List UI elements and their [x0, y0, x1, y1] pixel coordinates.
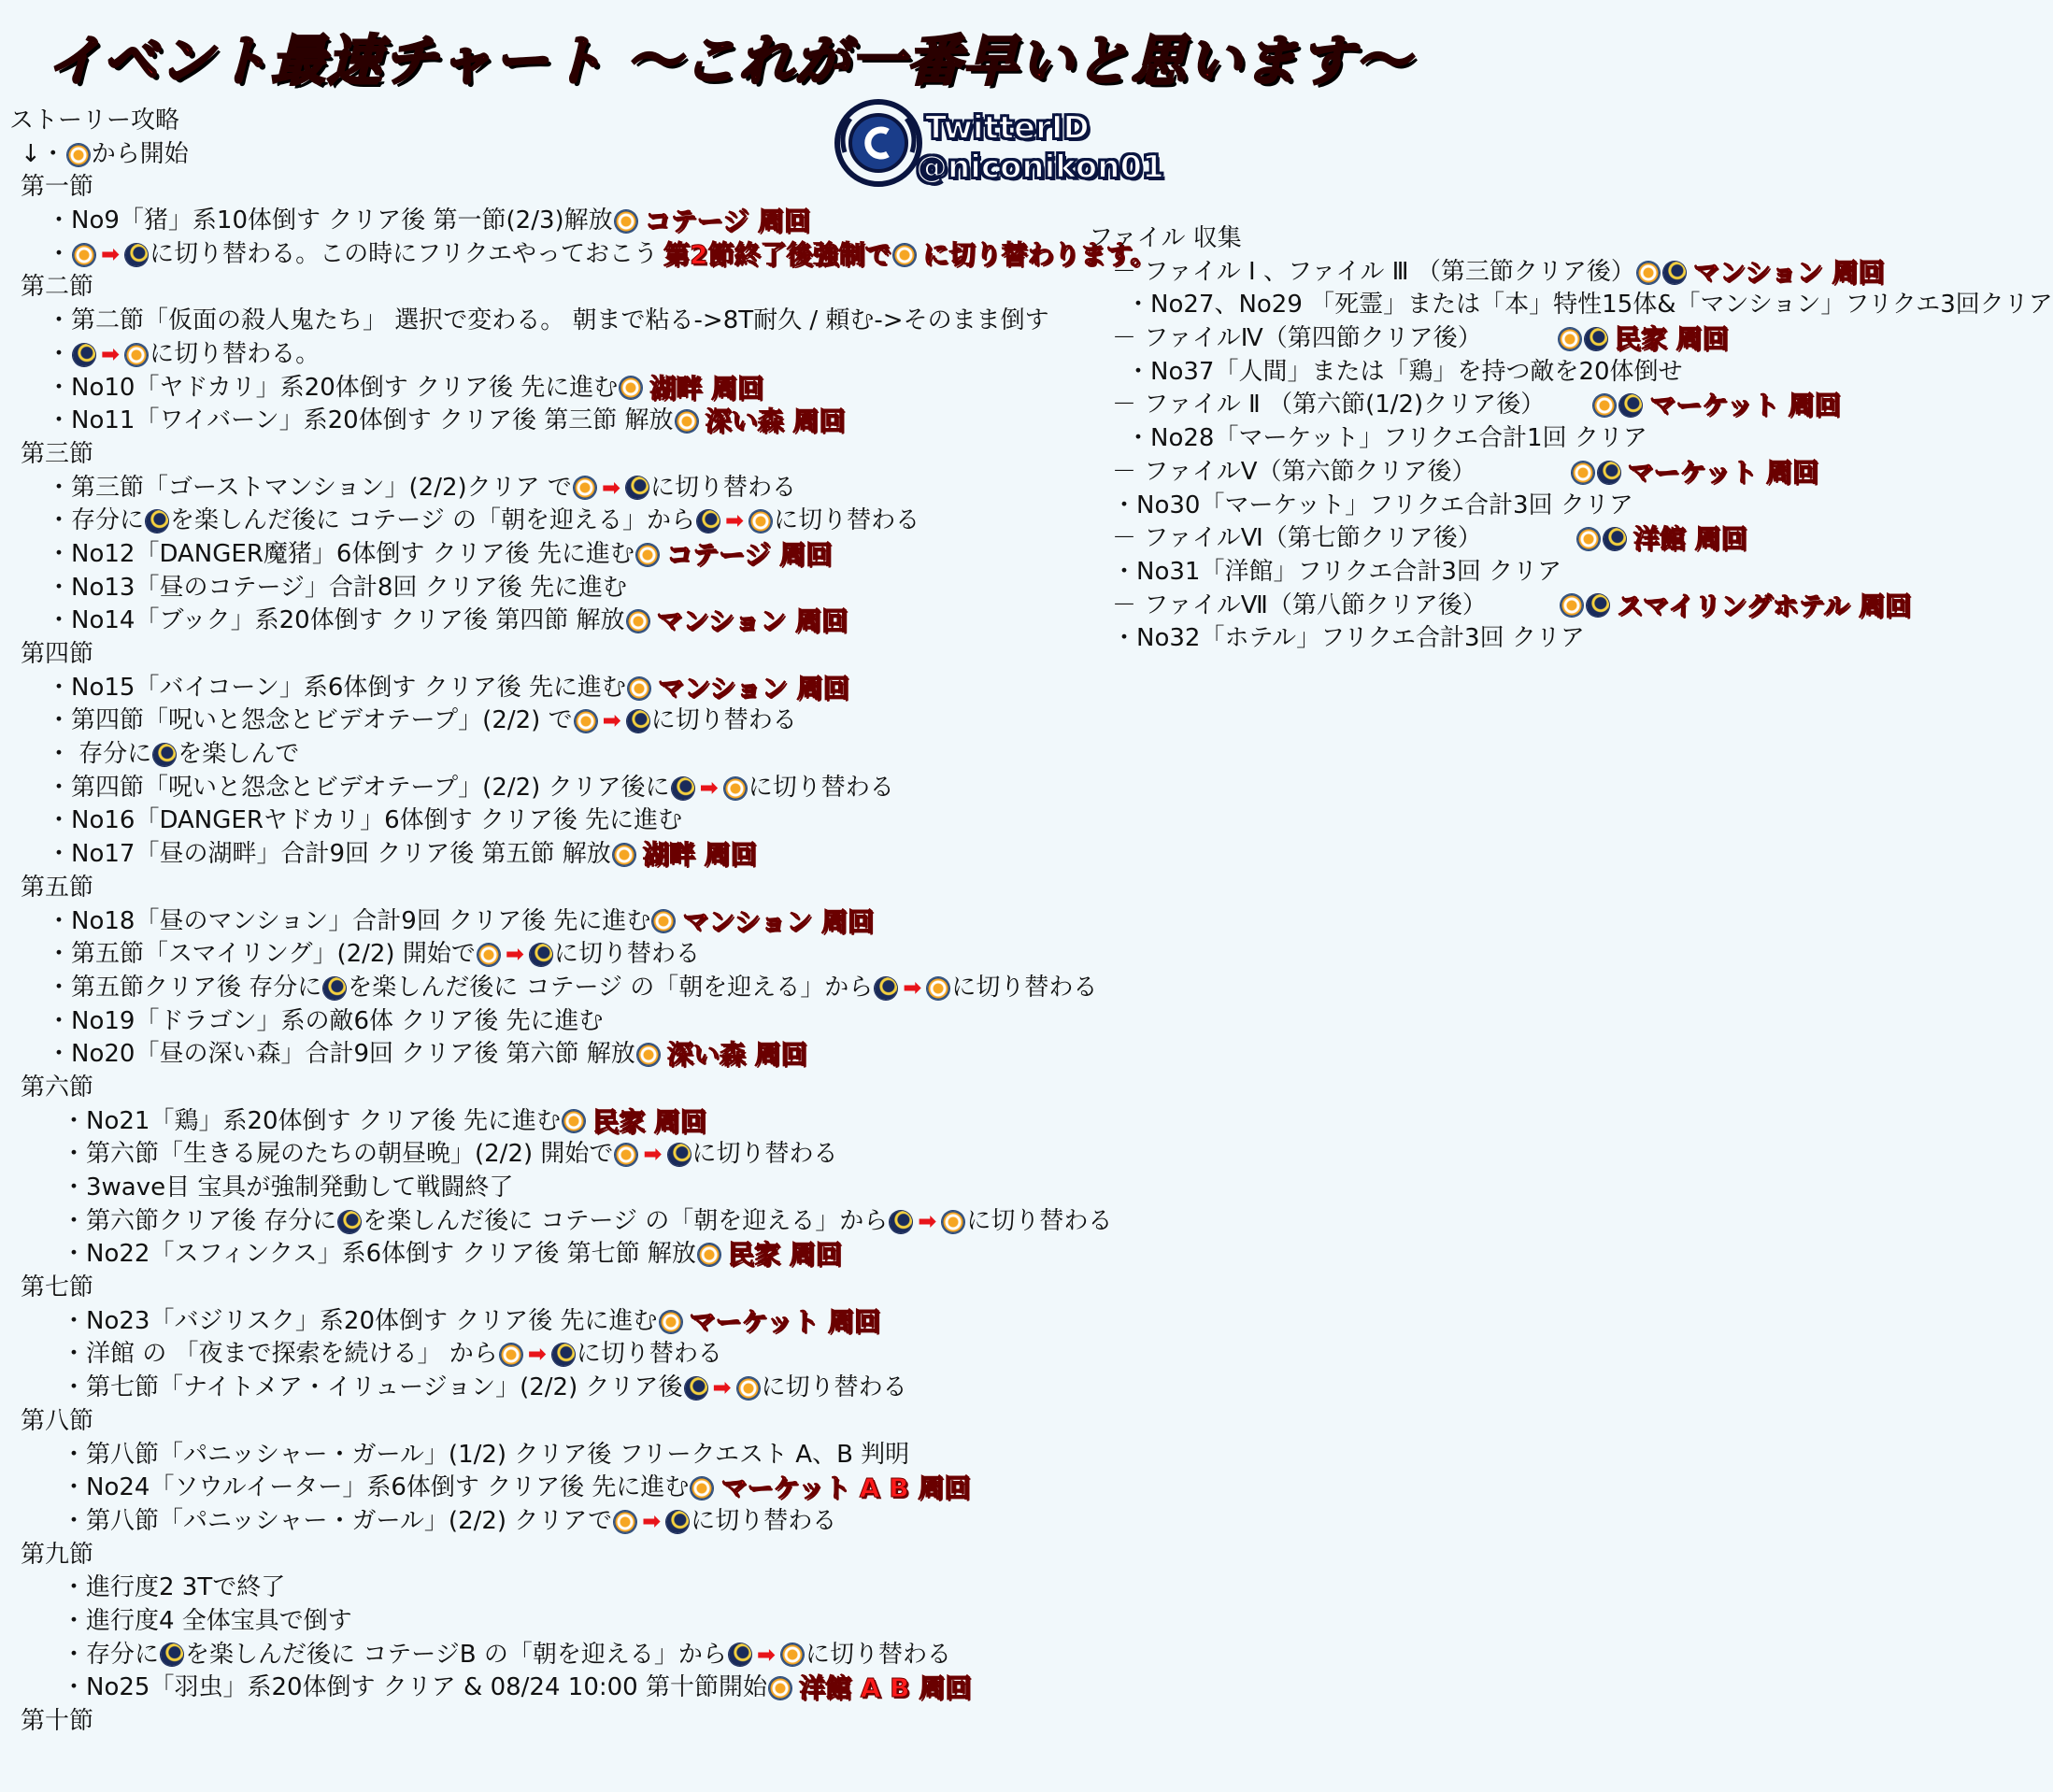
- farm-tag: 民家 周回: [727, 1239, 842, 1271]
- sun-icon: [1577, 528, 1600, 550]
- moon-icon: [146, 510, 168, 533]
- item-text: ・No20「昼の深い森」合計9回 クリア後 第六節 解放: [47, 1040, 635, 1069]
- farm-tag: 湖畔 周回: [642, 839, 757, 871]
- item-text: に切り替わる。この時にフリクエやっておこう: [150, 239, 659, 268]
- list-item: [9, 1305, 1084, 1339]
- item-text: を楽しんだ後に コテージ の「朝を迎える」から: [363, 1206, 889, 1235]
- item-text: ・第四節「呪いと怨念とビデオテープ」(2/2) クリア後に: [47, 773, 670, 802]
- item-text: ・No24「ソウルイーター」系6体倒す クリア後 先に進む: [62, 1473, 690, 1502]
- farm-tag: スマイリングホテル 周回: [1617, 590, 1912, 621]
- files-header: ファイル 収集: [1089, 224, 1242, 252]
- list-item: ・No19「ドラゴン」系の敵6体 クリア後 先に進む: [47, 1006, 604, 1035]
- farm-tag: マーケット 周回: [689, 1305, 880, 1337]
- farm-tag: 民家 周回: [592, 1105, 706, 1137]
- item-text: を楽しんだ後に コテージ の「朝を迎える」から: [170, 506, 696, 535]
- right-arrow-icon: ➡: [756, 1641, 776, 1668]
- list-item: [9, 772, 1084, 805]
- file-detail: ・No31「洋館」フリクエ合計3回 クリア: [1112, 557, 1562, 586]
- list-item: [9, 972, 1098, 1005]
- moon-icon: [161, 1643, 183, 1666]
- item-text: ・No14「ブック」系20体倒す クリア後 第四節 解放: [47, 606, 625, 635]
- list-item: [9, 604, 1084, 638]
- item-text: を楽しんで: [178, 740, 300, 769]
- right-arrow-icon: ➡: [903, 974, 922, 1001]
- list-item: ・No13「昼のコテージ」合計8回 クリア後 先に進む: [47, 573, 627, 602]
- item-text: に切り替わる: [691, 1140, 838, 1169]
- sun-icon: [637, 1044, 660, 1066]
- section-heading: 第一節: [21, 173, 94, 202]
- moon-icon: [729, 1643, 751, 1666]
- sun-icon: [615, 1144, 637, 1166]
- list-item: [9, 838, 1084, 872]
- sun-icon: [620, 377, 642, 399]
- item-text: ・存分に: [47, 506, 145, 535]
- story-header: ストーリー攻略: [9, 107, 180, 135]
- sun-icon: [627, 610, 649, 633]
- story-guide: [9, 105, 1157, 1739]
- section-heading: 第七節: [21, 1273, 94, 1302]
- item-text: ・No15「バイコーン」系6体倒す クリア後 先に進む: [47, 673, 626, 702]
- sun-icon: [676, 410, 698, 433]
- moon-icon: [668, 1144, 691, 1166]
- list-item: [9, 1138, 1084, 1172]
- list-item: [9, 338, 1084, 372]
- sun-icon: [125, 344, 148, 366]
- file-detail: ・No37「人間」または「鶏」を持つ敵を20体倒せ: [1126, 357, 1683, 386]
- item-text: に切り替わる: [761, 1373, 907, 1402]
- list-item: [9, 1038, 1084, 1072]
- note-tag: に切り替わります。: [922, 238, 1157, 270]
- item-text: に切り替わる: [805, 1640, 951, 1669]
- farm-tag: 深い森 周回: [666, 1039, 807, 1071]
- moon-icon: [1619, 394, 1642, 417]
- item-text: に切り替わる: [951, 973, 1098, 1002]
- farm-tag: マンション 周回: [1692, 256, 1885, 288]
- right-arrow-icon: ➡: [101, 240, 121, 267]
- sun-icon: [660, 1311, 682, 1333]
- list-item: [9, 538, 1084, 572]
- list-item: ・第二節「仮面の殺人鬼たち」 選択で変わる。 朝まで粘る->8T耐久 / 頼む->そのまま倒す: [47, 306, 1049, 335]
- farm-tag: マーケット 周回: [1649, 390, 1841, 421]
- right-arrow-icon: ➡: [725, 507, 745, 534]
- item-text: － ファイルⅥ（第七節クリア後）: [1112, 524, 1482, 553]
- item-text: ・No23「バジリスク」系20体倒す クリア後 先に進む: [62, 1306, 658, 1335]
- item-text: に切り替わる: [774, 506, 920, 535]
- list-item: ・進行度2 3Tで終了: [62, 1573, 286, 1602]
- list-item: [9, 938, 1084, 972]
- file-detail: ・No27、No29 「死霊」または「本」特性15体&「マンション」フリクエ3回クリア: [1126, 291, 2053, 320]
- item-text: に切り替わる: [650, 473, 797, 502]
- list-item: ・進行度4 全体宝具で倒す: [62, 1606, 352, 1635]
- item-text: に切り替わる: [966, 1206, 1113, 1235]
- item-text: を楽しんだ後に コテージ の「朝を迎える」から: [348, 973, 874, 1002]
- file-entry: [1089, 590, 1911, 623]
- sun-icon: [636, 544, 659, 566]
- item-text: ・No18「昼のマンション」合計9回 クリア後 先に進む: [47, 906, 651, 935]
- item-text: を楽しんだ後に コテージB の「朝を迎える」から: [185, 1640, 727, 1669]
- farm-tag: コテージ 周回: [644, 206, 810, 237]
- farm-tag: マーケット 周回: [1627, 456, 1818, 488]
- list-item: [9, 372, 1084, 405]
- section-heading: 第五節: [21, 873, 94, 902]
- file-entry: [1089, 522, 1911, 556]
- sun-icon: [1593, 394, 1616, 417]
- twitter-id-label: TwitterID: [925, 109, 1090, 147]
- item-text: に切り替わる。: [150, 339, 321, 368]
- file-entry: [1089, 256, 1911, 290]
- list-item: [9, 472, 1084, 505]
- item-text: ・第四節「呪いと怨念とビデオテープ」(2/2) で: [47, 706, 573, 735]
- sun-icon: [614, 1511, 636, 1533]
- item-text: ・第三節「ゴーストマンション」(2/2)クリア で: [47, 473, 572, 502]
- item-text: － ファイルⅦ（第八節クリア後）: [1112, 590, 1487, 619]
- sun-icon: [691, 1477, 713, 1500]
- section-heading: 第九節: [21, 1540, 94, 1569]
- list-item: ・3wave目 宝具が強制発動して戦闘終了: [62, 1173, 514, 1202]
- farm-tag: 深い森 周回: [705, 405, 846, 437]
- list-item: [9, 1472, 1084, 1505]
- section-heading: 第十節: [21, 1707, 94, 1735]
- item-text: ・第五節「スマイリング」(2/2) 開始で: [47, 940, 476, 969]
- list-item: [9, 1639, 1084, 1672]
- item-text: に切り替わる: [576, 1340, 722, 1369]
- list-item: [9, 138, 1084, 172]
- right-arrow-icon: ➡: [642, 1507, 662, 1534]
- item-text: ・: [47, 339, 72, 368]
- farm-tag: マーケット A B 周回: [720, 1472, 971, 1504]
- item-text: ・第六節クリア後 存分に: [62, 1206, 337, 1235]
- sun-icon: [73, 244, 95, 266]
- sun-icon: [628, 677, 650, 700]
- section-heading: 第六節: [21, 1073, 94, 1102]
- right-arrow-icon: ➡: [918, 1207, 937, 1234]
- moon-icon: [73, 344, 95, 366]
- item-text: ・No17「昼の湖畔」合計9回 クリア後 第五節 解放: [47, 840, 611, 869]
- sun-icon: [652, 910, 675, 932]
- item-text: － ファイル Ⅱ （第六節(1/2)クリア後）: [1112, 391, 1546, 420]
- farm-tag: マンション 周回: [657, 672, 849, 704]
- sun-icon: [563, 1110, 585, 1132]
- moon-icon: [1604, 528, 1626, 550]
- page-title: イベント最速チャート ～これが一番早いと思います～: [47, 29, 1412, 92]
- item-text: ・ 存分に: [47, 740, 152, 769]
- sun-icon: [1637, 262, 1660, 284]
- farm-tag: コテージ 周回: [665, 538, 833, 570]
- moon-icon: [323, 977, 346, 1000]
- moon-icon: [1587, 594, 1609, 617]
- item-text: － ファイルⅤ（第六節クリア後）: [1112, 457, 1476, 486]
- sun-icon: [575, 710, 597, 732]
- right-arrow-icon: ➡: [712, 1374, 732, 1401]
- right-arrow-icon: ➡: [602, 707, 621, 734]
- item-text: ・洋館 の 「夜まで探索を続ける」 から: [62, 1340, 498, 1369]
- list-item: [9, 1338, 1084, 1372]
- item-text: に切り替わる: [691, 1506, 837, 1535]
- moon-icon: [626, 476, 649, 499]
- sun-icon: [724, 777, 747, 800]
- item-text: － ファイルⅣ（第四節クリア後）: [1112, 324, 1482, 353]
- moon-icon: [1663, 262, 1686, 284]
- twitter-handle: @niconikon01: [916, 149, 1164, 186]
- list-item: [9, 1105, 1084, 1139]
- sun-icon: [613, 844, 635, 866]
- farm-tag: マンション 周回: [682, 905, 874, 937]
- item-text: ・存分に: [62, 1640, 160, 1669]
- list-item: [9, 704, 1084, 738]
- section-heading: 第三節: [21, 439, 94, 468]
- item-text: ・No21「鶏」系20体倒す クリア後 先に進む: [62, 1106, 562, 1135]
- file-entry: [1089, 389, 1911, 422]
- item-text: から開始: [91, 139, 189, 168]
- moon-icon: [338, 1211, 361, 1233]
- item-text: ・第七節「ナイトメア・イリュージョン」(2/2) クリア後: [62, 1373, 683, 1402]
- sun-icon: [1572, 462, 1594, 484]
- right-arrow-icon: ➡: [527, 1341, 547, 1368]
- moon-icon: [875, 977, 897, 1000]
- list-item: [9, 905, 1084, 939]
- moon-icon: [125, 244, 148, 266]
- item-text: ・No11「ワイバーン」系20体倒す クリア後 第三節 解放: [47, 406, 674, 435]
- item-text: ・第八節「パニッシャー・ガール」(2/2) クリアで: [62, 1506, 613, 1535]
- list-item: [9, 672, 1084, 705]
- file-detail: ・No30「マーケット」フリクエ合計3回 クリア: [1112, 491, 1633, 519]
- list-item: [9, 1505, 1084, 1539]
- item-text: に切り替わる: [748, 773, 894, 802]
- list-item: [9, 238, 1157, 272]
- list-item: ・第八節「パニッシャー・ガール」(1/2) クリア後 フリークエスト A、B 判明: [62, 1440, 910, 1469]
- list-item: [9, 738, 1084, 772]
- item-text: ↓・: [21, 139, 65, 168]
- farm-tag: 洋館 周回: [1632, 523, 1747, 555]
- right-arrow-icon: ➡: [505, 941, 524, 968]
- moon-icon: [890, 1211, 912, 1233]
- moon-icon: [1585, 328, 1607, 350]
- sun-icon: [737, 1377, 760, 1400]
- note-tag: 第2節終了後強制で: [663, 238, 891, 270]
- sun-icon: [1559, 328, 1581, 350]
- sun-icon: [615, 210, 637, 233]
- item-text: ・No25「羽虫」系20体倒す クリア & 08/24 10:00 第十節開始: [62, 1673, 767, 1702]
- sun-icon: [574, 476, 596, 499]
- item-text: ・No22「スフィンクス」系6体倒す クリア後 第七節 解放: [62, 1240, 696, 1269]
- sun-icon: [927, 977, 949, 1000]
- right-arrow-icon: ➡: [101, 340, 121, 367]
- sun-icon: [769, 1677, 791, 1700]
- moon-icon: [1598, 462, 1620, 484]
- item-text: ・No12「DANGER魔猪」6体倒す クリア後 先に進む: [47, 539, 634, 568]
- section-heading: 第八節: [21, 1406, 94, 1435]
- moon-icon: [153, 744, 176, 766]
- right-arrow-icon: ➡: [601, 474, 621, 501]
- item-text: ・No9「猪」系10体倒す クリア後 第一節(2/3)解放: [47, 206, 613, 235]
- file-detail: ・No32「ホテル」フリクエ合計3回 クリア: [1112, 624, 1585, 653]
- file-entry: [1089, 456, 1911, 490]
- list-item: [9, 1671, 1084, 1705]
- list-item: [9, 1205, 1113, 1239]
- sun-icon: [942, 1211, 964, 1233]
- sun-icon: [478, 944, 500, 966]
- sun-icon: [781, 1643, 804, 1666]
- file-detail: ・No28「マーケット」フリクエ合計1回 クリア: [1126, 424, 1647, 453]
- sun-icon: [67, 144, 90, 166]
- farm-tag: 民家 周回: [1614, 323, 1729, 355]
- moon-icon: [552, 1344, 575, 1366]
- file-entry: [1089, 322, 1911, 356]
- sun-icon: [698, 1244, 720, 1266]
- item-text: ・第五節クリア後 存分に: [47, 973, 322, 1002]
- item-text: ・第六節「生きる屍のたちの朝昼晩」(2/2) 開始で: [62, 1140, 614, 1169]
- farm-tag: マンション 周回: [656, 605, 848, 637]
- section-heading: 第二節: [21, 273, 94, 302]
- moon-icon: [530, 944, 552, 966]
- sun-icon: [1561, 594, 1583, 617]
- moon-icon: [672, 777, 694, 800]
- file-collection: [1089, 222, 2053, 656]
- item-text: に切り替わる: [553, 940, 700, 969]
- list-item: [9, 1372, 1084, 1405]
- sun-icon: [893, 244, 916, 266]
- item-text: に切り替わる: [650, 706, 797, 735]
- item-text: ・: [47, 239, 72, 268]
- right-arrow-icon: ➡: [643, 1141, 663, 1168]
- farm-tag: 湖畔 周回: [649, 372, 764, 404]
- moon-icon: [627, 710, 649, 732]
- moon-icon: [666, 1511, 689, 1533]
- sun-icon: [500, 1344, 522, 1366]
- list-item: [9, 505, 1084, 538]
- farm-tag: 洋館 A B 周回: [798, 1672, 972, 1704]
- list-item: [9, 205, 1084, 238]
- list-item: ・No16「DANGERヤドカリ」6体倒す クリア後 先に進む: [47, 806, 683, 835]
- moon-icon: [697, 510, 720, 533]
- list-item: [9, 405, 1084, 438]
- sun-icon: [749, 510, 772, 533]
- list-item: [9, 1238, 1084, 1272]
- moon-icon: [685, 1377, 707, 1400]
- item-text: ・No10「ヤドカリ」系20体倒す クリア後 先に進む: [47, 373, 619, 402]
- item-text: － ファイル Ⅰ 、ファイル Ⅲ （第三節クリア後）: [1112, 257, 1635, 286]
- right-arrow-icon: ➡: [699, 774, 719, 801]
- section-heading: 第四節: [21, 640, 94, 668]
